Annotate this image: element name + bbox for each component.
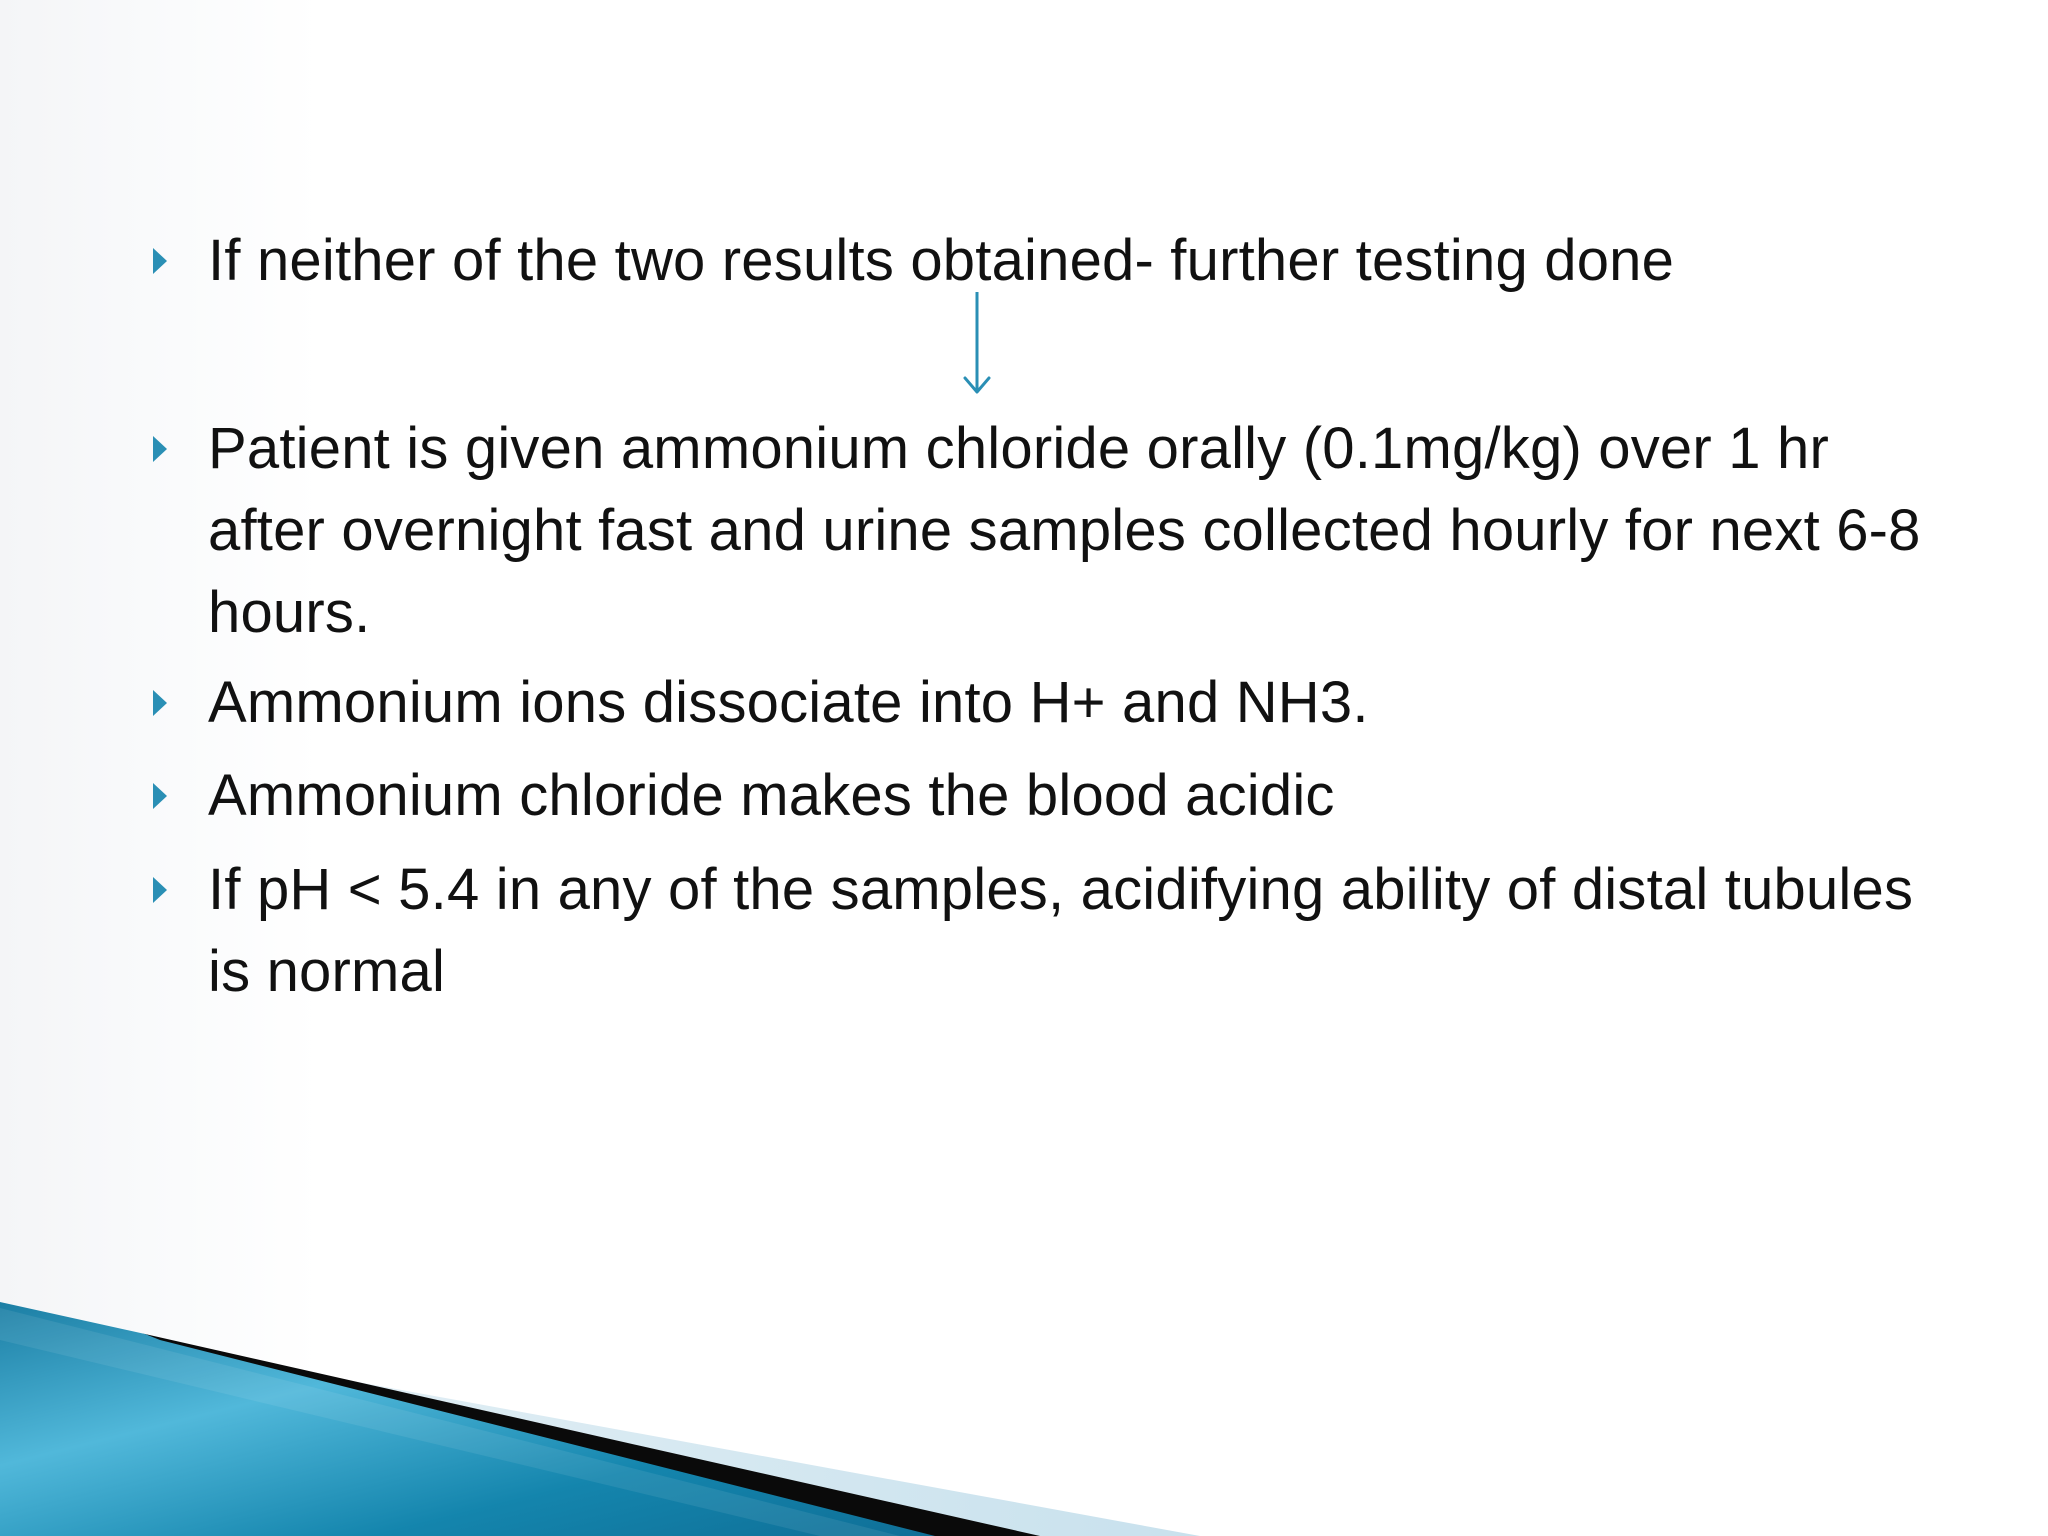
bullet-text: Ammonium ions dissociate into H+ and NH3. xyxy=(208,670,1369,735)
triangle-bullet-icon xyxy=(153,248,167,274)
triangle-bullet-icon xyxy=(153,690,167,716)
bullet-item xyxy=(208,662,1928,744)
bullet-text: Ammonium chloride makes the blood acidic xyxy=(208,763,1335,828)
bullet-text: Patient is given ammonium chloride orally (0.1mg/kg) over 1 hr after overnight fast and urine samples collected hourly for next 6-8 hours. xyxy=(208,416,1921,645)
triangle-bullet-icon xyxy=(153,877,167,903)
bullet-item xyxy=(208,849,1928,1013)
bullet-item xyxy=(208,408,1928,654)
bullet-text: If pH < 5.4 in any of the samples, acidifying ability of distal tubules is normal xyxy=(208,857,1914,1004)
bullet-item xyxy=(208,755,1928,837)
triangle-bullet-icon xyxy=(153,436,167,462)
triangle-bullet-icon xyxy=(153,783,167,809)
down-arrow-icon xyxy=(962,292,992,396)
bullet-text: If neither of the two results obtained- further testing done xyxy=(208,228,1675,293)
bullet-item xyxy=(208,220,1928,302)
slide-corner-decoration xyxy=(0,1280,2048,1536)
